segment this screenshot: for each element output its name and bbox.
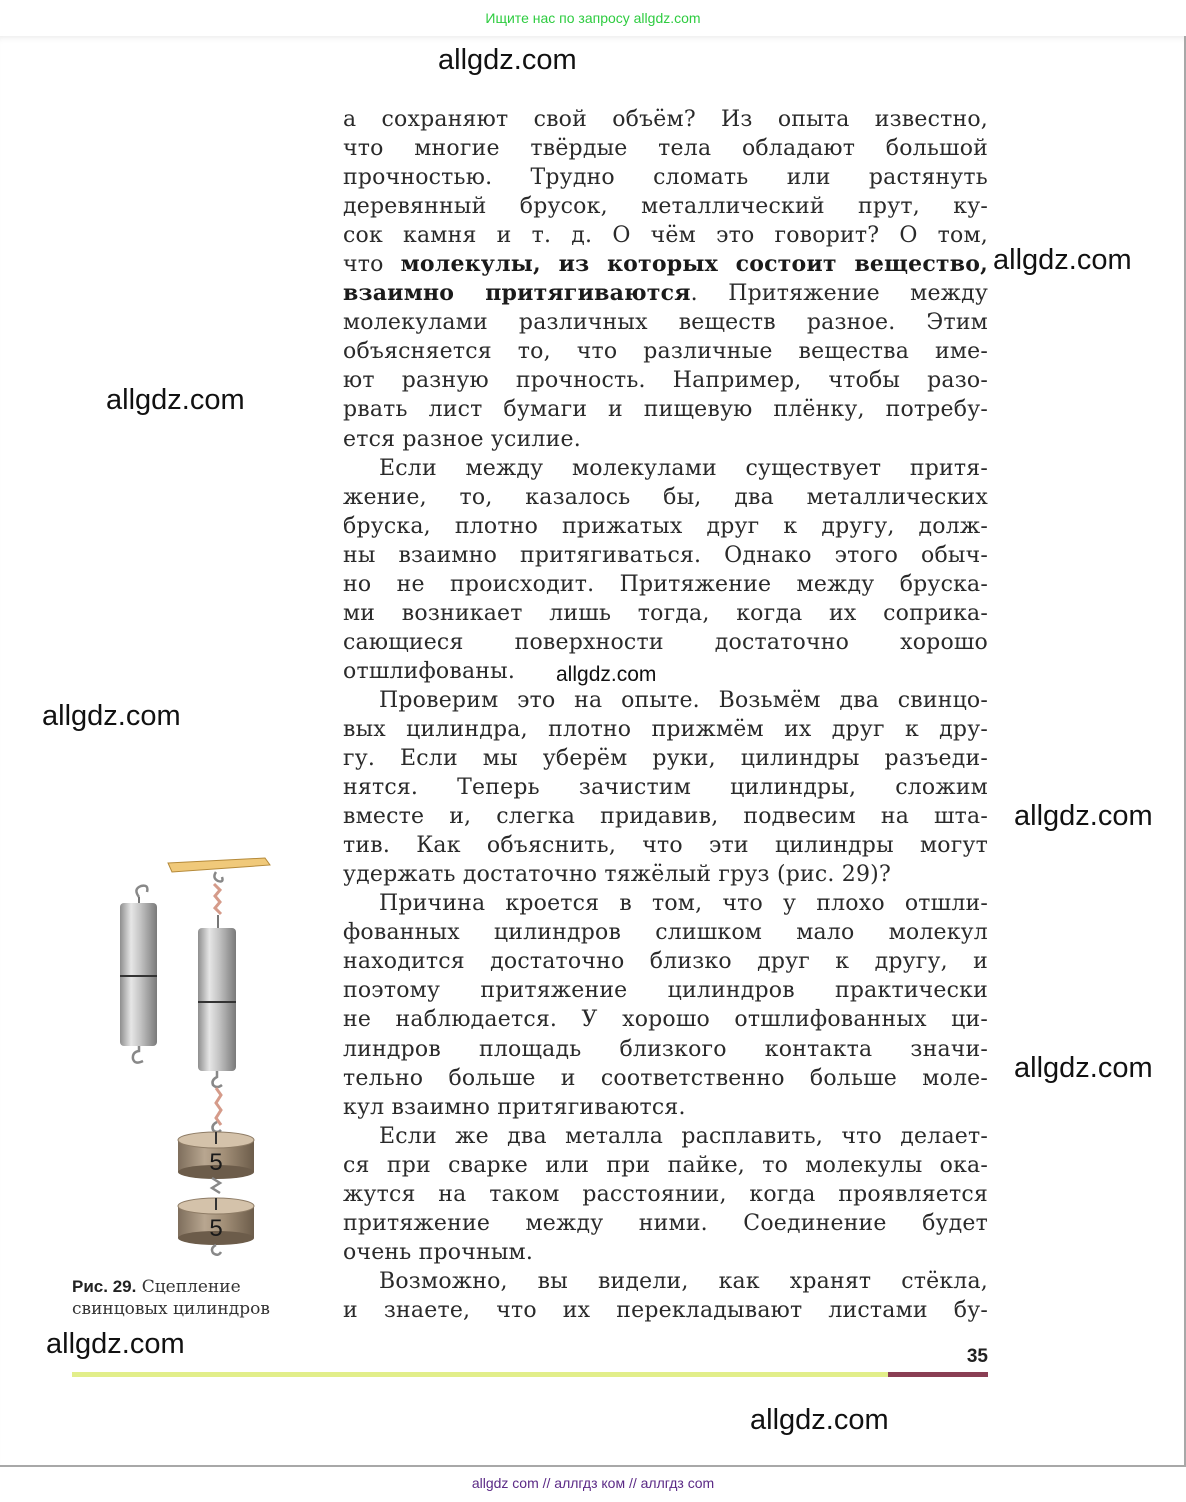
bold-term: молекулы, из которых состоит вещество, (400, 251, 988, 278)
text-line: ми возникает лишь тогда, когда их соприка- (343, 600, 988, 626)
lead-cylinders-illustration (100, 850, 300, 1260)
text-line: линдров площадь близкого контакта значи- (343, 1036, 988, 1062)
figure-caption (72, 1276, 332, 1320)
text-line: что многие твёрдые тела обладают большой (343, 136, 988, 162)
figure-caption-line2: свинцовых цилиндров (72, 1299, 270, 1319)
text-fragment: . Притяжение между (690, 281, 988, 307)
text-line: нятся. Теперь зачистим цилиндры, сложим (343, 775, 988, 801)
text-line: вместе и, слегка придавив, подвесим на шта- (343, 804, 988, 830)
page-body-text (343, 105, 988, 1325)
text-line: жение, то, казалось бы, два металлических (343, 484, 988, 510)
figure-lead-cylinders (100, 850, 300, 1260)
text-line: тельно больше и соответственно больше моле- (343, 1065, 988, 1091)
bottom-banner: allgdz com // аллгдз ком // аллгдз com (471, 1475, 715, 1491)
text-line: молекулами различных веществ разное. Этим (343, 310, 988, 336)
weight-1-icon (178, 1132, 254, 1179)
text-line: Если же два металла расплавить, что делает- (379, 1123, 988, 1149)
text-line: отшлифованы. (343, 658, 516, 684)
text-line: очень прочным. (343, 1239, 534, 1265)
watermark-text: allgdz.com (993, 244, 1132, 276)
text-line: Причина кроется в том, что у плохо отшли- (379, 891, 988, 917)
text-line: бруска, плотно прижатых друг к другу, долж- (343, 513, 988, 539)
text-line: находится достаточно близко друг к другу, и (343, 949, 988, 975)
text-line: притяжение между ними. Соединение будет (343, 1210, 988, 1236)
watermark-text: allgdz.com (438, 44, 577, 76)
text-line: а сохраняют свой объём? Из опыта известно, (343, 107, 988, 132)
text-line: кул взаимно притягиваются. (343, 1094, 686, 1120)
watermark-text: allgdz.com (42, 700, 181, 732)
text-line: ется разное усилие. (343, 426, 581, 452)
text-line: и знаете, что их перекладывают листами бу- (343, 1297, 988, 1323)
text-line: не наблюдается. У хорошо отшлифованных ци- (343, 1007, 988, 1033)
weight-2-icon (178, 1198, 254, 1255)
watermark-text: allgdz.com (106, 384, 245, 416)
text-line: рвать лист бумаги и пищевую плёнку, потребу- (343, 397, 988, 423)
wooden-plank-icon (168, 858, 270, 872)
weight-2-label: 5 (209, 1215, 223, 1242)
watermark-text: allgdz.com (750, 1404, 889, 1436)
text-line: вых цилиндра, плотно прижмём их друг к дру- (343, 716, 988, 742)
watermark-text: allgdz.com (1014, 1052, 1153, 1084)
text-line: ют разную прочность. Например, чтобы разо- (343, 368, 988, 394)
text-line: жутся на таком расстоянии, когда проявляется (343, 1181, 988, 1207)
text-line: ны взаимно притягиваться. Однако этого обыч- (343, 542, 988, 568)
text-line (343, 279, 988, 308)
footer-rule-green (72, 1372, 888, 1377)
text-fragment: что (343, 252, 401, 278)
text-line: сок камня и т. д. О чём это говорит? О том, (343, 223, 988, 249)
text-line: ся при сварке или при пайке, то молекулы ока- (343, 1152, 988, 1178)
text-line: Проверим это на опыте. Возьмём два свинцо- (379, 687, 988, 713)
page-number: 35 (966, 1346, 988, 1367)
text-line: поэтому притяжение цилиндров практически (343, 978, 988, 1004)
top-banner: Ищите нас по запросу allgdz.com (0, 0, 1186, 36)
bold-term: взаимно притягиваются (343, 280, 691, 307)
text-line: прочностью. Трудно сломать или растянуть (343, 165, 988, 191)
text-line: Возможно, вы видели, как хранят стёкла, (379, 1268, 988, 1294)
weight-1-label: 5 (209, 1149, 223, 1176)
text-line: удержать достаточно тяжёлый груз (рис. 29)? (343, 862, 891, 888)
text-line: Если между молекулами существует притя- (379, 455, 988, 481)
footer-rule-red (888, 1372, 988, 1377)
right-cylinder-pair-icon (198, 872, 236, 1132)
text-line: объясняется то, что различные вещества име- (343, 339, 988, 365)
text-line (343, 250, 988, 279)
figure-caption-label: Рис. 29. (72, 1277, 137, 1296)
text-line: гу. Если мы уберём руки, цилиндры разъеди- (343, 746, 988, 772)
watermark-text: allgdz.com (46, 1328, 185, 1360)
text-line: но не происходит. Притяжение между бруска- (343, 571, 988, 597)
watermark-text: allgdz.com (556, 663, 657, 686)
watermark-text: allgdz.com (1014, 800, 1153, 832)
text-line: сающиеся поверхности достаточно хорошо (343, 629, 988, 655)
text-line: фованных цилиндров слишком мало молекул (343, 920, 988, 946)
text-line: деревянный брусок, металлический прут, ку- (343, 194, 988, 220)
text-line: тив. Как объяснить, что эти цилиндры могут (343, 833, 988, 859)
left-cylinder-pair-icon (120, 886, 157, 1063)
figure-caption-line1: Сцепление (136, 1277, 241, 1297)
